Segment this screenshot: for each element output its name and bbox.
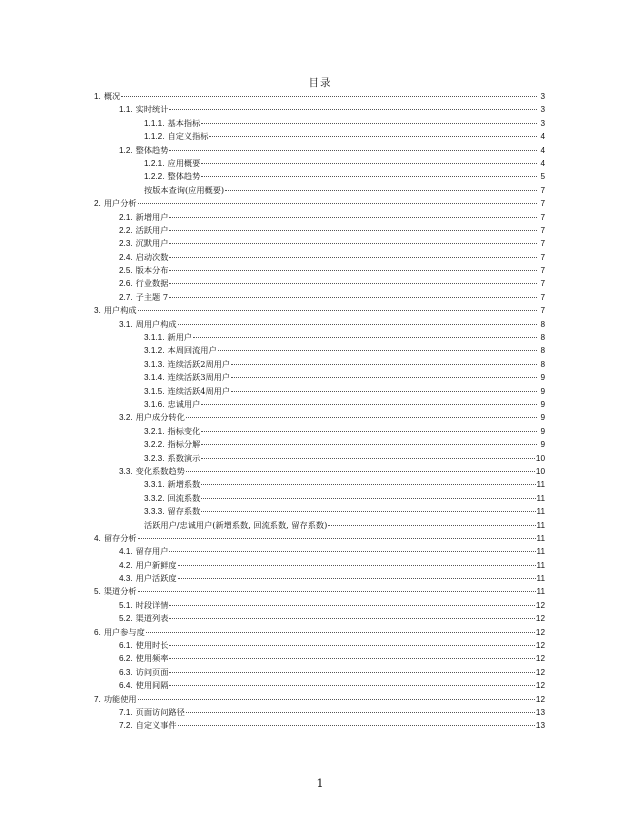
- toc-entry[interactable]: [94, 157, 545, 170]
- toc-entry-title: 活跃用户: [135, 224, 169, 235]
- dot-leader: [201, 175, 537, 177]
- dot-leader: [146, 631, 535, 633]
- toc-entry-page: 7: [540, 185, 545, 195]
- dot-leader: [138, 537, 536, 539]
- toc-entry[interactable]: [94, 559, 545, 572]
- toc-entry-title: 行业数据: [135, 278, 169, 289]
- toc-entry-title: 用户构成: [103, 305, 137, 316]
- toc-entry-title: 沉默用户: [135, 238, 169, 249]
- dot-leader: [169, 671, 534, 673]
- dot-leader: [169, 550, 535, 552]
- toc-entry-number: 2.3.: [119, 239, 133, 249]
- toc-entry-number: 2.7.: [119, 292, 133, 302]
- toc-entry[interactable]: [94, 184, 545, 197]
- dot-leader: [169, 256, 537, 258]
- toc-entry-page: 8: [540, 333, 545, 343]
- toc-entry-page: 8: [540, 319, 545, 329]
- toc-entry-number: 3.1.: [119, 319, 133, 329]
- toc-entry[interactable]: [94, 318, 545, 331]
- toc-entry-title: 版本分布: [135, 265, 169, 276]
- toc-entry[interactable]: [94, 719, 545, 732]
- toc-entry-number: 6.3.: [119, 667, 133, 677]
- toc-entry-number: 6.1.: [119, 641, 133, 651]
- toc-entry-number: 3.1.1.: [144, 333, 165, 343]
- toc-entry-number: 7.1.: [119, 707, 133, 717]
- toc-entry-title: 概况: [103, 91, 121, 101]
- toc-entry-page: 11: [536, 587, 545, 597]
- toc-entry-number: 3.1.4.: [144, 373, 165, 383]
- toc-entry-title: 整体趋势: [135, 144, 169, 155]
- toc-entry-title: 页面访问路径: [135, 706, 185, 717]
- toc-entry-page: 10: [535, 453, 545, 463]
- toc-entry-number: 2.6.: [119, 279, 133, 289]
- toc-entry[interactable]: [94, 693, 545, 706]
- toc-entry-page: 11: [536, 480, 545, 490]
- toc-entry-page: 12: [535, 600, 545, 610]
- toc-entry-page: 7: [540, 252, 545, 262]
- toc-entry-page: 7: [540, 306, 545, 316]
- toc-entry-number: 6.2.: [119, 654, 133, 664]
- dot-leader: [186, 711, 535, 713]
- toc-entry-number: 4.1.: [119, 547, 133, 557]
- toc-entry-page: 4: [540, 132, 545, 142]
- toc-entry-title: 渠道列表: [135, 613, 169, 624]
- toc-entry[interactable]: [94, 452, 545, 465]
- toc-entry-title: 使用频率: [135, 653, 169, 664]
- toc-entry[interactable]: [94, 585, 545, 598]
- toc-entry-page: 12: [535, 694, 545, 704]
- toc-entry-page: 11: [536, 547, 545, 557]
- toc-entry[interactable]: [94, 572, 545, 585]
- toc-entry[interactable]: [94, 371, 545, 384]
- toc-entry-page: 12: [535, 614, 545, 624]
- toc-entry-number: 3.2.2.: [144, 440, 165, 450]
- toc-entry-page: 5: [540, 172, 545, 182]
- toc-entry-title: 整体趋势: [167, 171, 201, 182]
- table-of-contents: [94, 90, 545, 733]
- toc-entry-page: 12: [535, 627, 545, 637]
- dot-leader: [178, 564, 536, 566]
- toc-entry-number: 3.: [94, 306, 101, 316]
- toc-entry-title: 留存分析: [103, 532, 137, 543]
- dot-leader: [201, 497, 535, 499]
- toc-entry[interactable]: [94, 264, 545, 277]
- toc-entry-title: 使用间隔: [135, 680, 169, 691]
- dot-leader: [169, 282, 537, 284]
- toc-entry-number: 2.: [94, 199, 101, 209]
- dot-leader: [169, 604, 534, 606]
- toc-entry-title: 新增系数: [167, 479, 201, 490]
- dot-leader: [138, 309, 537, 311]
- toc-entry-page: 3: [540, 92, 545, 101]
- toc-entry[interactable]: [94, 358, 545, 371]
- toc-entry-title: 子主题 7: [135, 291, 169, 302]
- toc-entry[interactable]: [94, 90, 545, 103]
- toc-entry-title: 系数演示: [167, 452, 201, 463]
- toc-entry-page: 4: [540, 145, 545, 155]
- toc-entry[interactable]: [94, 666, 545, 679]
- toc-entry-title: 用户参与度: [103, 626, 145, 637]
- toc-entry[interactable]: [94, 398, 545, 411]
- toc-entry-number: 4.3.: [119, 574, 133, 584]
- dot-leader: [169, 108, 537, 110]
- toc-entry-title: 连续活跃3周用户: [167, 372, 231, 383]
- toc-entry-page: 9: [540, 413, 545, 423]
- toc-entry-title: 活跃用户/忠诚用户(新增系数, 回流系数, 留存系数): [144, 519, 328, 530]
- toc-entry-page: 13: [535, 707, 545, 717]
- toc-entry-page: 12: [535, 641, 545, 651]
- toc-entry[interactable]: [94, 170, 545, 183]
- toc-entry-page: 9: [540, 373, 545, 383]
- dot-leader: [209, 135, 537, 137]
- toc-entry[interactable]: [94, 519, 545, 532]
- toc-entry-title: 留存用户: [135, 546, 169, 557]
- toc-entry[interactable]: [94, 492, 545, 505]
- toc-entry[interactable]: [94, 385, 545, 398]
- toc-entry-number: 6.: [94, 627, 101, 637]
- toc-entry-page: 9: [540, 399, 545, 409]
- toc-entry[interactable]: [94, 532, 545, 545]
- toc-entry[interactable]: [94, 612, 545, 625]
- toc-entry-number: 6.4.: [119, 681, 133, 691]
- toc-entry-title: 新用户: [167, 332, 193, 343]
- toc-entry[interactable]: [94, 211, 545, 224]
- toc-entry-title: 回流系数: [167, 492, 201, 503]
- toc-entry[interactable]: [94, 505, 545, 518]
- toc-entry-number: 3.3.: [119, 466, 133, 476]
- toc-entry-number: 5.1.: [119, 600, 133, 610]
- dot-leader: [231, 390, 537, 392]
- toc-entry[interactable]: [94, 251, 545, 264]
- toc-entry-page: 12: [535, 654, 545, 664]
- toc-entry-number: 7.2.: [119, 721, 133, 731]
- dot-leader: [201, 403, 537, 405]
- dot-leader: [169, 644, 534, 646]
- toc-entry-title: 用户成分转化: [135, 412, 185, 423]
- toc-entry-page: 9: [540, 386, 545, 396]
- dot-leader: [121, 95, 537, 97]
- toc-entry-page: 8: [540, 346, 545, 356]
- dot-leader: [169, 617, 534, 619]
- toc-entry-page: 13: [535, 721, 545, 731]
- toc-entry-page: 7: [540, 292, 545, 302]
- dot-leader: [201, 122, 537, 124]
- toc-title: 目录: [308, 77, 332, 89]
- toc-entry[interactable]: [94, 331, 545, 344]
- toc-entry-number: 3.3.2.: [144, 493, 165, 503]
- dot-leader: [201, 510, 535, 512]
- dot-leader: [138, 698, 535, 700]
- toc-entry-title: 自定义事件: [135, 720, 177, 731]
- dot-leader: [201, 457, 535, 459]
- toc-entry-page: 12: [535, 681, 545, 691]
- toc-entry[interactable]: [94, 344, 545, 357]
- toc-entry-title: 变化系数趋势: [135, 465, 185, 476]
- toc-entry-page: 4: [540, 158, 545, 168]
- toc-entry[interactable]: [94, 130, 545, 143]
- toc-entry-number: 3.2.1.: [144, 426, 165, 436]
- toc-entry-title: 用户分析: [103, 198, 137, 209]
- toc-entry-number: 3.2.: [119, 413, 133, 423]
- toc-entry-number: 7.: [94, 694, 101, 704]
- toc-entry-page: 11: [536, 520, 545, 530]
- toc-entry-title: 按版本查询(应用概要): [144, 184, 225, 195]
- toc-entry[interactable]: [94, 425, 545, 438]
- dot-leader: [193, 336, 537, 338]
- toc-entry-number: 1.1.1.: [144, 118, 165, 128]
- dot-leader: [231, 376, 537, 378]
- toc-entry-title: 周用户构成: [135, 318, 177, 329]
- toc-entry[interactable]: [94, 144, 545, 157]
- toc-entry[interactable]: [94, 639, 545, 652]
- toc-entry-number: 3.3.1.: [144, 480, 165, 490]
- toc-entry[interactable]: [94, 103, 545, 116]
- toc-entry-page: 9: [540, 426, 545, 436]
- toc-entry-page: 7: [540, 239, 545, 249]
- toc-entry-page: 7: [540, 199, 545, 209]
- toc-entry-title: 实时统计: [135, 104, 169, 115]
- toc-entry-title: 时段详情: [135, 599, 169, 610]
- toc-entry[interactable]: [94, 304, 545, 317]
- toc-entry-page: 11: [536, 533, 545, 543]
- toc-entry-page: 3: [540, 118, 545, 128]
- toc-entry-number: 2.2.: [119, 225, 133, 235]
- toc-entry[interactable]: [94, 277, 545, 290]
- toc-entry-title: 自定义指标: [167, 131, 209, 142]
- dot-leader: [169, 657, 534, 659]
- toc-entry-number: 1.1.: [119, 105, 133, 115]
- toc-entry-title: 用户活跃度: [135, 573, 177, 584]
- toc-entry-title: 访问页面: [135, 666, 169, 677]
- toc-entry-number: 2.4.: [119, 252, 133, 262]
- dot-leader: [186, 470, 535, 472]
- toc-entry-number: 2.1.: [119, 212, 133, 222]
- toc-entry-number: 1.2.: [119, 145, 133, 155]
- toc-entry[interactable]: [94, 465, 545, 478]
- toc-entry-title: 基本指标: [167, 117, 201, 128]
- toc-entry[interactable]: [94, 197, 545, 210]
- toc-entry-page: 7: [540, 212, 545, 222]
- toc-entry-page: 8: [540, 359, 545, 369]
- toc-entry-title: 启动次数: [135, 251, 169, 262]
- toc-entry-page: 10: [535, 466, 545, 476]
- toc-entry-number: 1.1.2.: [144, 132, 165, 142]
- toc-entry-title: 连续活跃2周用户: [167, 358, 231, 369]
- toc-entry[interactable]: [94, 706, 545, 719]
- dot-leader: [201, 443, 537, 445]
- toc-entry-number: 3.3.3.: [144, 507, 165, 517]
- dot-leader: [178, 577, 536, 579]
- toc-entry-number: 1.: [94, 92, 101, 101]
- dot-leader: [225, 189, 537, 191]
- toc-entry[interactable]: [94, 237, 545, 250]
- toc-entry-number: 4.2.: [119, 560, 133, 570]
- toc-entry-title: 忠诚用户: [167, 398, 201, 409]
- dot-leader: [169, 216, 537, 218]
- toc-entry-title: 用户新鲜度: [135, 559, 177, 570]
- toc-entry-number: 3.1.2.: [144, 346, 165, 356]
- toc-entry-page: 9: [540, 440, 545, 450]
- toc-entry-number: 3.1.3.: [144, 359, 165, 369]
- toc-entry-title: 渠道分析: [103, 586, 137, 597]
- dot-leader: [169, 269, 537, 271]
- toc-entry-title: 应用概要: [167, 157, 201, 168]
- toc-entry-number: 5.: [94, 587, 101, 597]
- toc-entry-number: 5.2.: [119, 614, 133, 624]
- toc-entry-number: 3.1.6.: [144, 399, 165, 409]
- dot-leader: [186, 416, 537, 418]
- toc-entry-page: 12: [535, 667, 545, 677]
- toc-entry[interactable]: [94, 626, 545, 639]
- dot-leader: [169, 684, 534, 686]
- toc-entry-number: 3.1.5.: [144, 386, 165, 396]
- toc-entry-number: 1.2.1.: [144, 158, 165, 168]
- toc-entry-number: 4.: [94, 533, 101, 543]
- toc-entry[interactable]: [94, 291, 545, 304]
- toc-entry[interactable]: [94, 438, 545, 451]
- dot-leader: [169, 229, 537, 231]
- dot-leader: [231, 363, 537, 365]
- toc-entry-number: 3.2.3.: [144, 453, 165, 463]
- dot-leader: [201, 430, 537, 432]
- dot-leader: [201, 162, 537, 164]
- toc-entry[interactable]: [94, 224, 545, 237]
- toc-entry-page: 7: [540, 225, 545, 235]
- toc-entry-number: 2.5.: [119, 266, 133, 276]
- toc-entry-title: 指标分解: [167, 439, 201, 450]
- toc-entry[interactable]: [94, 117, 545, 130]
- toc-entry[interactable]: [94, 478, 545, 491]
- dot-leader: [169, 149, 537, 151]
- toc-entry-title: 连续活跃4周用户: [167, 385, 231, 396]
- dot-leader: [201, 483, 535, 485]
- toc-entry[interactable]: [94, 652, 545, 665]
- dot-leader: [169, 242, 537, 244]
- toc-entry-page: 11: [536, 560, 545, 570]
- toc-entry[interactable]: [94, 679, 545, 692]
- toc-entry-title: 使用时长: [135, 640, 169, 651]
- toc-entry-title: 功能使用: [103, 693, 137, 704]
- dot-leader: [328, 524, 535, 526]
- toc-entry-page: 11: [536, 493, 545, 503]
- page-number: 1: [316, 777, 324, 790]
- toc-entry-page: 3: [540, 105, 545, 115]
- dot-leader: [169, 296, 537, 298]
- toc-entry-page: 7: [540, 279, 545, 289]
- toc-entry-page: 11: [536, 574, 545, 584]
- toc-entry-title: 本周回流用户: [167, 345, 217, 356]
- toc-entry-title: 留存系数: [167, 506, 201, 517]
- toc-entry-page: 11: [536, 507, 545, 517]
- toc-entry-page: 7: [540, 266, 545, 276]
- toc-entry[interactable]: [94, 411, 545, 424]
- dot-leader: [178, 323, 537, 325]
- toc-entry[interactable]: [94, 599, 545, 612]
- toc-entry-title: 新增用户: [135, 211, 169, 222]
- dot-leader: [138, 202, 537, 204]
- dot-leader: [178, 724, 535, 726]
- toc-entry[interactable]: [94, 545, 545, 558]
- dot-leader: [138, 590, 536, 592]
- dot-leader: [218, 349, 537, 351]
- toc-entry-number: 1.2.2.: [144, 172, 165, 182]
- toc-entry-title: 指标变化: [167, 425, 201, 436]
